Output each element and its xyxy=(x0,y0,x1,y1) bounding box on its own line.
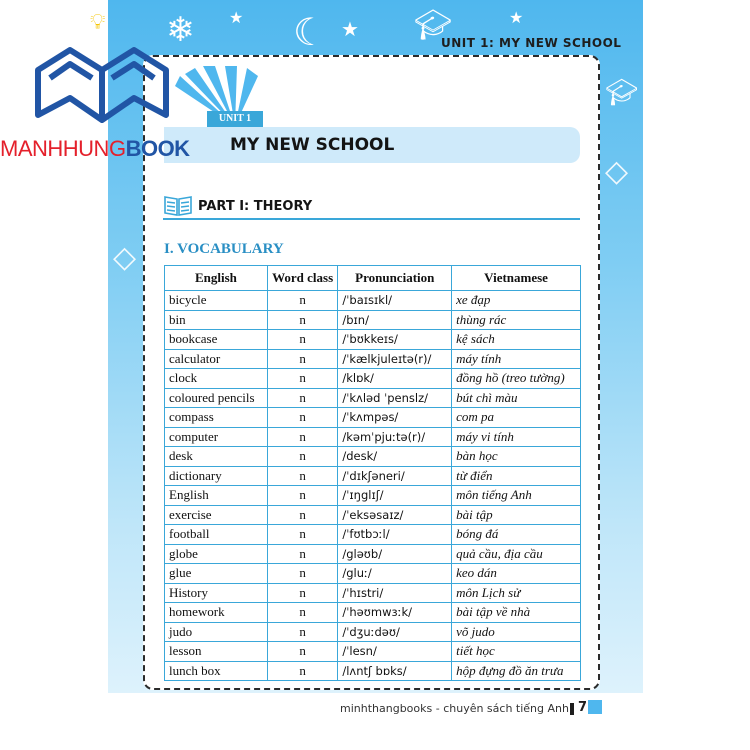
cell-vietnamese: quả cầu, địa cầu xyxy=(452,544,581,564)
cell-vietnamese: com pa xyxy=(452,408,581,428)
column-header-vietnamese: Vietnamese xyxy=(452,266,581,291)
cell-pronunciation: /gluː/ xyxy=(338,564,452,584)
cell-pronunciation: /klɒk/ xyxy=(338,369,452,389)
table-row xyxy=(165,642,581,662)
cell-vietnamese: môn tiếng Anh xyxy=(452,486,581,506)
cell-pronunciation: /kəmˈpjuːtə(r)/ xyxy=(338,427,452,447)
cell-word-class: n xyxy=(267,603,337,623)
cell-pronunciation: /ˈkælkjuleɪtə(r)/ xyxy=(338,349,452,369)
table-row xyxy=(165,408,581,428)
cell-english: exercise xyxy=(165,505,268,525)
page-number: 7 xyxy=(578,700,588,715)
cell-pronunciation: /ˈeksəsaɪz/ xyxy=(338,505,452,525)
cell-english: bin xyxy=(165,310,268,330)
cell-pronunciation: /ˈhəʊmwɜːk/ xyxy=(338,603,452,623)
diamond-icon: ◇ xyxy=(113,240,137,275)
cell-pronunciation: /ˈbʊkkeɪs/ xyxy=(338,330,452,350)
cell-vietnamese: keo dán xyxy=(452,564,581,584)
cell-english: glue xyxy=(165,564,268,584)
part-title: PART I: THEORY xyxy=(198,199,313,214)
table-row xyxy=(165,622,581,642)
lightbulb-icon: 💡︎ xyxy=(90,10,106,35)
logo-text-b: BOOK xyxy=(125,136,190,161)
cell-word-class: n xyxy=(267,349,337,369)
table-row xyxy=(165,466,581,486)
table-row xyxy=(165,310,581,330)
cell-pronunciation: /ˈbaɪsɪkl/ xyxy=(338,291,452,311)
cell-english: desk xyxy=(165,447,268,467)
cell-pronunciation: /ˈɪŋglɪʃ/ xyxy=(338,486,452,506)
book-icon xyxy=(163,193,193,217)
table-header-row xyxy=(165,266,581,291)
cell-pronunciation: /ˈdʒuːdəʊ/ xyxy=(338,622,452,642)
table-row xyxy=(165,388,581,408)
cell-pronunciation: /ˈkʌləd ˈpenslz/ xyxy=(338,388,452,408)
cell-pronunciation: /bɪn/ xyxy=(338,310,452,330)
table-row xyxy=(165,544,581,564)
table-row xyxy=(165,349,581,369)
cell-english: clock xyxy=(165,369,268,389)
cell-word-class: n xyxy=(267,564,337,584)
star-icon: ★ xyxy=(341,17,359,41)
cell-english: English xyxy=(165,486,268,506)
cell-english: dictionary xyxy=(165,466,268,486)
cell-word-class: n xyxy=(267,466,337,486)
cell-english: lunch box xyxy=(165,661,268,681)
graduation-cap-icon: 🎓︎ xyxy=(605,78,639,108)
cell-pronunciation: /ˈhɪstri/ xyxy=(338,583,452,603)
cell-word-class: n xyxy=(267,525,337,545)
cell-pronunciation: /gləʊb/ xyxy=(338,544,452,564)
cell-word-class: n xyxy=(267,388,337,408)
star-icon: ★ xyxy=(229,8,244,27)
cell-word-class: n xyxy=(267,310,337,330)
cell-english: homework xyxy=(165,603,268,623)
table-row xyxy=(165,427,581,447)
table-row xyxy=(165,486,581,506)
table-row xyxy=(165,564,581,584)
cell-vietnamese: bài tập về nhà xyxy=(452,603,581,623)
moon-icon: ☾ xyxy=(293,10,328,54)
footer-text: minhthangbooks - chuyên sách tiếng Anh xyxy=(340,702,569,715)
cell-word-class: n xyxy=(267,642,337,662)
cell-word-class: n xyxy=(267,291,337,311)
table-row xyxy=(165,603,581,623)
cell-pronunciation: /ˈlesn/ xyxy=(338,642,452,662)
part-underline xyxy=(163,218,580,220)
cell-vietnamese: máy tính xyxy=(452,349,581,369)
cell-word-class: n xyxy=(267,369,337,389)
cell-english: judo xyxy=(165,622,268,642)
graduation-cap-icon: 🎓︎ xyxy=(414,8,453,43)
table-row xyxy=(165,447,581,467)
unit-header: UNIT 1: MY NEW SCHOOL xyxy=(441,36,622,50)
table-row xyxy=(165,583,581,603)
cell-english: History xyxy=(165,583,268,603)
cell-vietnamese: xe đạp xyxy=(452,291,581,311)
cloud-icon xyxy=(0,0,30,14)
title-bar xyxy=(164,127,580,163)
footer-divider xyxy=(570,703,574,715)
vocabulary-table xyxy=(164,265,581,681)
cell-word-class: n xyxy=(267,544,337,564)
cell-word-class: n xyxy=(267,622,337,642)
column-header-word-class: Word class xyxy=(267,266,337,291)
cell-english: globe xyxy=(165,544,268,564)
cell-english: lesson xyxy=(165,642,268,662)
cell-pronunciation: /ˈkʌmpəs/ xyxy=(338,408,452,428)
cell-word-class: n xyxy=(267,505,337,525)
page-number-square xyxy=(588,700,602,714)
cell-vietnamese: từ điển xyxy=(452,466,581,486)
table-row xyxy=(165,661,581,681)
cell-english: computer xyxy=(165,427,268,447)
table-row xyxy=(165,330,581,350)
cell-vietnamese: bài tập xyxy=(452,505,581,525)
cell-vietnamese: kệ sách xyxy=(452,330,581,350)
cell-english: football xyxy=(165,525,268,545)
vocabulary-title: I. VOCABULARY xyxy=(164,241,284,257)
column-header-pronunciation: Pronunciation xyxy=(338,266,452,291)
cell-word-class: n xyxy=(267,661,337,681)
cell-english: calculator xyxy=(165,349,268,369)
cell-vietnamese: hộp đựng đồ ăn trưa xyxy=(452,661,581,681)
logo-text xyxy=(0,136,190,162)
table-row xyxy=(165,525,581,545)
cell-vietnamese: môn Lịch sử xyxy=(452,583,581,603)
cell-vietnamese: bút chì màu xyxy=(452,388,581,408)
snowflake-icon: ❄ xyxy=(166,10,195,50)
logo-text-a: MANHHUNG xyxy=(0,136,126,161)
cell-english: coloured pencils xyxy=(165,388,268,408)
cell-vietnamese: võ judo xyxy=(452,622,581,642)
table-row xyxy=(165,291,581,311)
book-logo-icon xyxy=(30,40,175,135)
column-header-english: English xyxy=(165,266,268,291)
cell-word-class: n xyxy=(267,330,337,350)
cell-word-class: n xyxy=(267,583,337,603)
cell-word-class: n xyxy=(267,408,337,428)
cell-english: compass xyxy=(165,408,268,428)
cell-vietnamese: đồng hồ (treo tường) xyxy=(452,369,581,389)
cell-pronunciation: /desk/ xyxy=(338,447,452,467)
diamond-icon: ◇ xyxy=(605,154,629,189)
cell-pronunciation: /ˈfʊtbɔːl/ xyxy=(338,525,452,545)
cell-english: bicycle xyxy=(165,291,268,311)
table-row xyxy=(165,505,581,525)
cell-english: bookcase xyxy=(165,330,268,350)
vocabulary-table-body xyxy=(165,291,581,681)
cell-word-class: n xyxy=(267,486,337,506)
cell-vietnamese: bàn học xyxy=(452,447,581,467)
cell-word-class: n xyxy=(267,447,337,467)
cell-vietnamese: tiết học xyxy=(452,642,581,662)
table-row xyxy=(165,369,581,389)
cell-pronunciation: /ˈdɪkʃəneri/ xyxy=(338,466,452,486)
page-title: MY NEW SCHOOL xyxy=(230,135,395,155)
cell-pronunciation: /lʌntʃ bɒks/ xyxy=(338,661,452,681)
cell-word-class: n xyxy=(267,427,337,447)
unit-tab: UNIT 1 xyxy=(207,111,263,127)
cell-vietnamese: máy vi tính xyxy=(452,427,581,447)
star-icon: ★ xyxy=(509,8,524,27)
cell-vietnamese: bóng đá xyxy=(452,525,581,545)
cell-vietnamese: thùng rác xyxy=(452,310,581,330)
